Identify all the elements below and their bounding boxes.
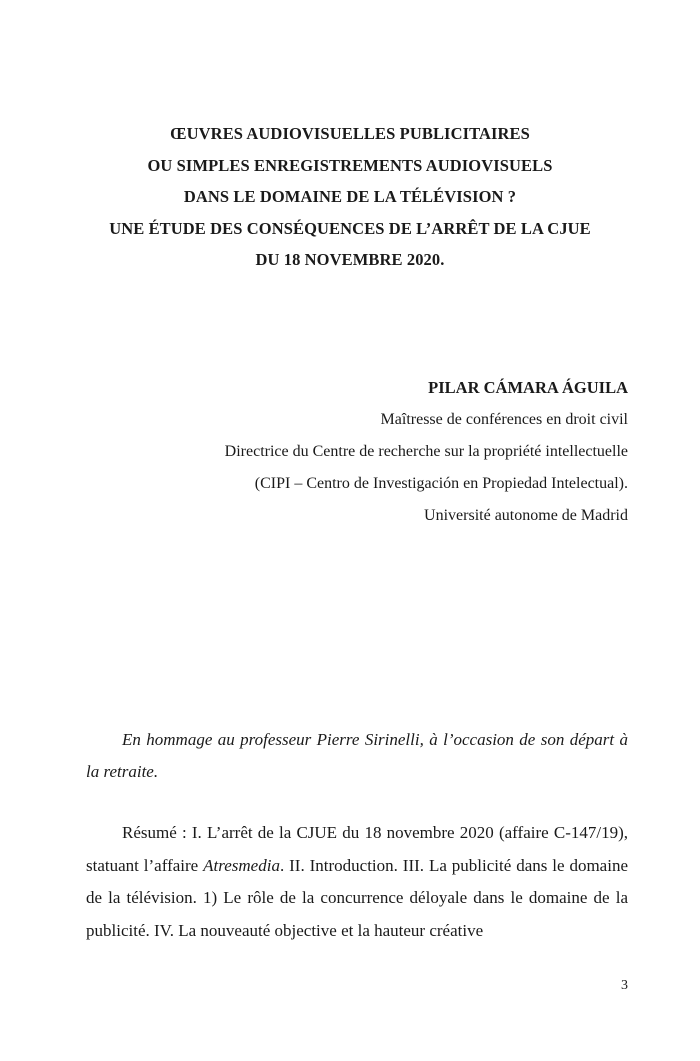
title-line-4: UNE ÉTUDE DES CONSÉQUENCES DE L’ARRÊT DE LA CJUE (109, 218, 591, 238)
dedication: En hommage au professeur Pierre Sirinelli, à l’occasion de son départ à la retraite. (86, 730, 628, 781)
title-line-5: DU 18 NOVEMBRE 2020. (255, 250, 445, 269)
author-affiliation-2: Directrice du Centre de recherche sur la propriété intellectuelle (224, 443, 628, 460)
title-line-3: DANS LE DOMAINE DE LA TÉLÉVISION ? (183, 187, 517, 206)
resume-case-name: Atresmedia (203, 855, 280, 875)
article-title (80, 118, 620, 276)
author-affiliation-4: Université autonome de Madrid (424, 507, 628, 524)
page-number: 3 (621, 978, 628, 993)
resume-text-part2: . II. Introduction. III. La publicité dans le domaine de la télévision. 1) Le rôle de la concurrence déloyale dans le domaine de la publicité. IV. La nouveauté objective et la hauteur créative (86, 855, 629, 940)
title-line-1: ŒUVRES AUDIOVISUELLES PUBLICITAIRES (170, 124, 530, 143)
author-affiliation-3: (CIPI – Centro de Investigación en Propiedad Intelectual). (254, 475, 628, 492)
author-block (68, 372, 628, 532)
author-name: PILAR CÁMARA ÁGUILA (428, 378, 628, 397)
resume-paragraph (86, 817, 628, 947)
title-line-2: OU SIMPLES ENREGISTREMENTS AUDIOVISUELS (147, 155, 553, 175)
resume-text-part1: Résumé : I. L’arrêt de la CJUE du 18 novembre 2020 (affaire C-147/19), statuant l’affaire (86, 823, 628, 875)
author-affiliation-1: Maîtresse de conférences en droit civil (380, 411, 628, 428)
